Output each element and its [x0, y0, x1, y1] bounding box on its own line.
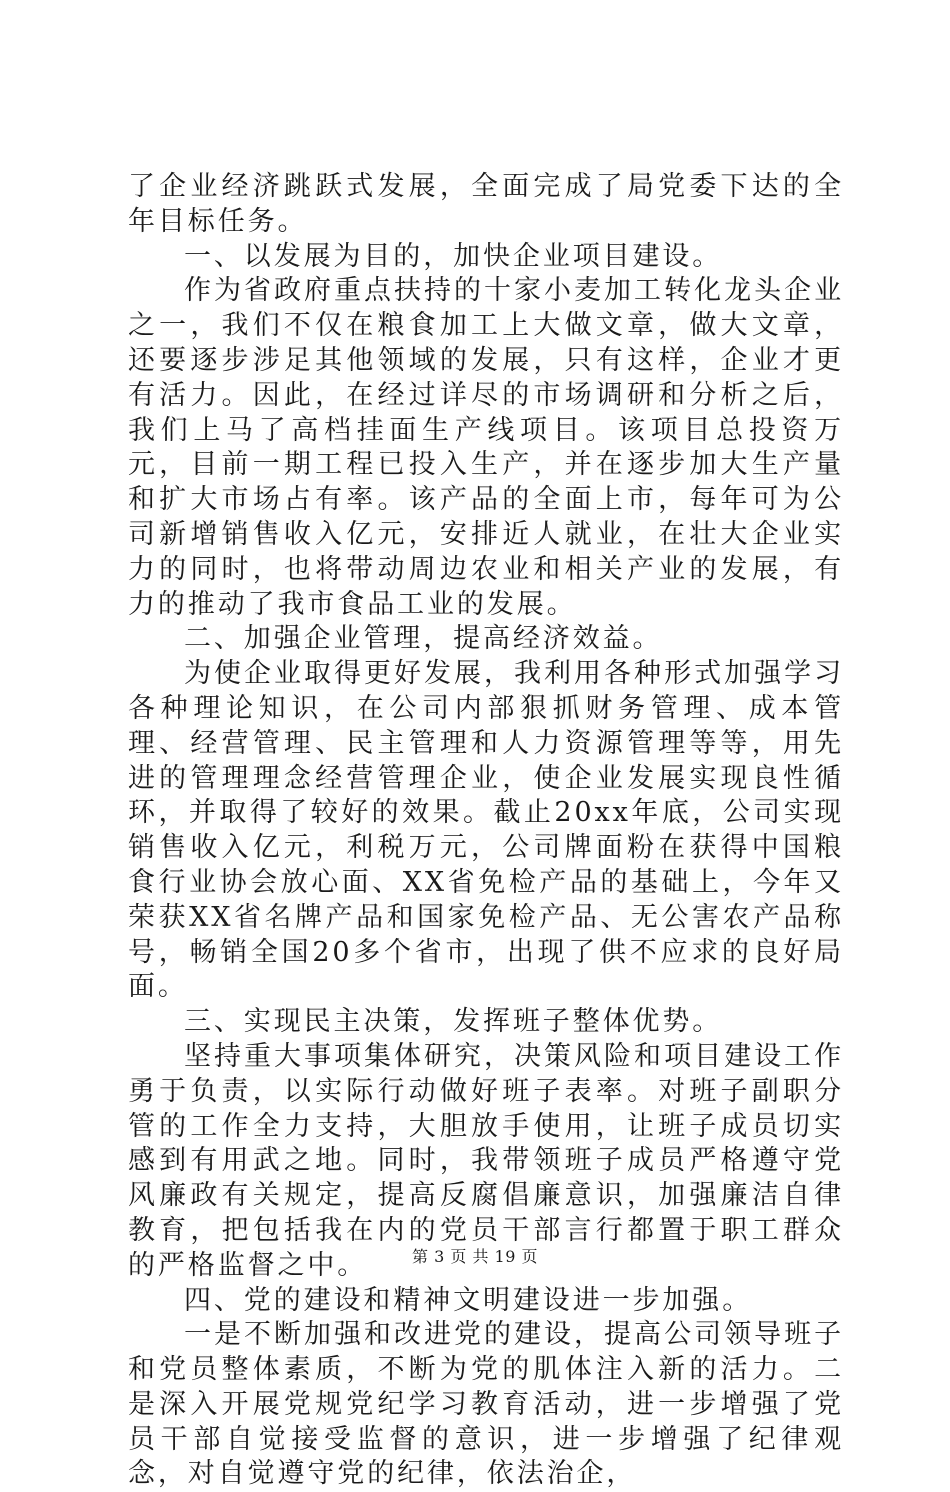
section-heading-2: 二、加强企业管理，提高经济效益。: [184, 623, 663, 655]
document-body: [128, 170, 844, 1492]
paragraph-3: 为使企业取得更好发展，我利用各种形式加强学习各种理论知识，在公司内部狠抓财务管理、成本管理、经营管理、民主管理和人力资源管理等等，用先进的管理理念经营管理企业，使企业发展实现良性循环，并取得了较好的效果。截止20xx年底，公司实现销售收入亿元，利税万元，公司牌面粉在获得中国粮食行业协会放心面、XX省免检产品的基础上，今年又荣获XX省名牌产品和国家免检产品、无公害农产品称号，畅销全国20多个省市，出现了供不应求的良好局面。: [128, 658, 844, 1003]
section-heading-3: 三、实现民主决策，发挥班子整体优势。: [184, 1006, 723, 1038]
paragraph-5: 一是不断加强和改进党的建设，提高公司领导班子和党员整体素质，不断为党的肌体注入新的活力。二是深入开展党规党纪学习教育活动，进一步增强了党员干部自觉接受监督的意识，进一步增强了纪律观念，对自觉遵守党的纪律，依法治企，: [128, 1319, 844, 1490]
section-heading-4: 四、党的建设和精神文明建设进一步加强。: [184, 1284, 753, 1316]
page-footer: 第 3 页 共 19 页: [412, 1247, 538, 1266]
paragraph-1: 了企业经济跳跃式发展，全面完成了局党委下达的全年目标任务。: [128, 171, 844, 237]
paragraph-4: 坚持重大事项集体研究，决策风险和项目建设工作勇于负责，以实际行动做好班子表率。对班子副职分管的工作全力支持，大胆放手使用，让班子成员切实感到有用武之地。同时，我带领班子成员严格遵守党风廉政有关规定，提高反腐倡廉意识，加强廉洁自律教育，把包括我在内的党员干部言行都置于职工群众的严格监督之中。: [128, 1040, 844, 1281]
section-heading-1: 一、以发展为目的，加快企业项目建设。: [184, 240, 723, 272]
paragraph-2: 作为省政府重点扶持的十家小麦加工转化龙头企业之一，我们不仅在粮食加工上大做文章，做大文章，还要逐步涉足其他领域的发展，只有这样，企业才更有活力。因此，在经过详尽的市场调研和分析之后，我们上马了高档挂面生产线项目。该项目总投资万元，目前一期工程已投入生产，并在逐步加大生产量和扩大市场占有率。该产品的全面上市，每年可为公司新增销售收入亿元，安排近人就业，在壮大企业实力的同时，也将带动周边农业和相关产业的发展，有力的推动了我市食品工业的发展。: [128, 275, 844, 620]
